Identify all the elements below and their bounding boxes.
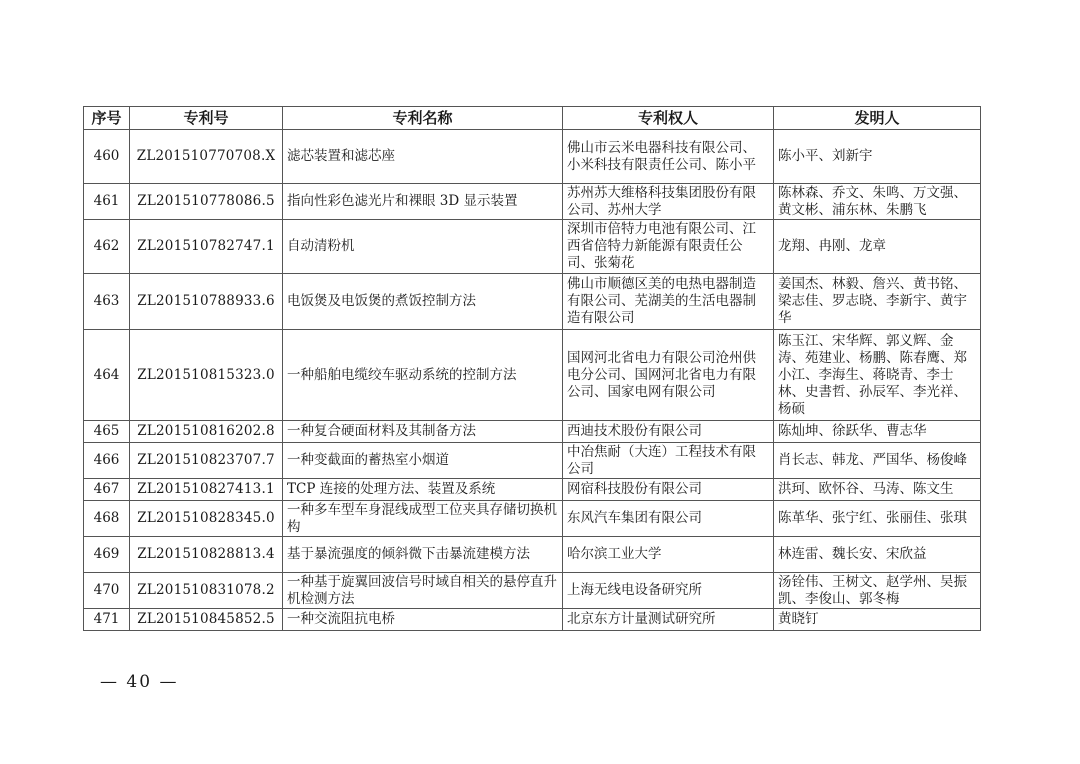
cell-patentee: 网宿科技股份有限公司 — [563, 479, 774, 501]
table-row — [84, 573, 981, 609]
cell-inventors: 陈玉江、宋华辉、郭义辉、金涛、苑建业、杨鹏、陈春鹰、郑小江、李海生、蒋晓青、李士林、史書哲、孙辰军、李光祥、杨硕 — [774, 330, 981, 421]
cell-patent-number: ZL201510788933.6 — [130, 274, 283, 330]
page-number: — 40 — — [100, 672, 179, 692]
cell-patent-name: 一种交流阻抗电桥 — [283, 609, 563, 631]
header-patent-number: 专利号 — [130, 107, 283, 130]
table-row — [84, 274, 981, 330]
cell-serial: 468 — [84, 501, 130, 537]
cell-patent-number: ZL201510845852.5 — [130, 609, 283, 631]
cell-patentee: 北京东方计量测试研究所 — [563, 609, 774, 631]
table-row — [84, 330, 981, 421]
cell-patentee: 深圳市倍特力电池有限公司、江西省倍特力新能源有限责任公司、张菊花 — [563, 220, 774, 274]
table-row — [84, 479, 981, 501]
header-serial: 序号 — [84, 107, 130, 130]
cell-patent-number: ZL201510782747.1 — [130, 220, 283, 274]
cell-patent-number: ZL201510831078.2 — [130, 573, 283, 609]
cell-patent-number: ZL201510828345.0 — [130, 501, 283, 537]
cell-inventors: 陈小平、刘新宇 — [774, 130, 981, 184]
cell-patent-name: 一种船舶电缆绞车驱动系统的控制方法 — [283, 330, 563, 421]
cell-patentee: 中冶焦耐（大连）工程技术有限公司 — [563, 443, 774, 479]
cell-patent-number: ZL201510828813.4 — [130, 537, 283, 573]
cell-serial: 464 — [84, 330, 130, 421]
cell-serial: 466 — [84, 443, 130, 479]
cell-inventors: 龙翔、冉刚、龙章 — [774, 220, 981, 274]
cell-serial: 469 — [84, 537, 130, 573]
cell-patent-name: 电饭煲及电饭煲的煮饭控制方法 — [283, 274, 563, 330]
cell-inventors: 汤铨伟、王树文、赵学州、吴振凯、李俊山、郭冬梅 — [774, 573, 981, 609]
cell-serial: 465 — [84, 421, 130, 443]
table-row — [84, 501, 981, 537]
cell-patentee: 哈尔滨工业大学 — [563, 537, 774, 573]
header-patent-name: 专利名称 — [283, 107, 563, 130]
cell-serial: 463 — [84, 274, 130, 330]
cell-inventors: 黄晓钉 — [774, 609, 981, 631]
cell-serial: 470 — [84, 573, 130, 609]
table-row — [84, 609, 981, 631]
table-body — [84, 130, 981, 631]
table-row — [84, 443, 981, 479]
cell-inventors: 陈革华、张宁红、张丽佳、张琪 — [774, 501, 981, 537]
cell-patentee: 苏州苏大维格科技集团股份有限公司、苏州大学 — [563, 184, 774, 220]
cell-inventors: 肖长志、韩龙、严国华、杨俊峰 — [774, 443, 981, 479]
table-row — [84, 130, 981, 184]
header-patentee: 专利权人 — [563, 107, 774, 130]
header-inventors: 发明人 — [774, 107, 981, 130]
cell-patent-name: 指向性彩色滤光片和裸眼 3D 显示装置 — [283, 184, 563, 220]
cell-patent-name: TCP 连接的处理方法、装置及系统 — [283, 479, 563, 501]
cell-patent-name: 自动清粉机 — [283, 220, 563, 274]
cell-inventors: 林连雷、魏长安、宋欣益 — [774, 537, 981, 573]
cell-patent-name: 一种多车型车身混线成型工位夹具存储切换机构 — [283, 501, 563, 537]
cell-patent-number: ZL201510778086.5 — [130, 184, 283, 220]
cell-serial: 471 — [84, 609, 130, 631]
cell-patent-number: ZL201510815323.0 — [130, 330, 283, 421]
cell-patentee: 东风汽车集团有限公司 — [563, 501, 774, 537]
cell-inventors: 陈林森、乔文、朱鸣、万文强、黄文彬、浦东林、朱鹏飞 — [774, 184, 981, 220]
cell-patent-name: 基于暴流强度的倾斜微下击暴流建模方法 — [283, 537, 563, 573]
cell-patent-number: ZL201510827413.1 — [130, 479, 283, 501]
cell-patentee: 佛山市云米电器科技有限公司、小米科技有限责任公司、陈小平 — [563, 130, 774, 184]
cell-serial: 460 — [84, 130, 130, 184]
cell-inventors: 陈灿坤、徐跃华、曹志华 — [774, 421, 981, 443]
cell-patent-name: 一种变截面的蓄热室小烟道 — [283, 443, 563, 479]
cell-patent-name: 滤芯装置和滤芯座 — [283, 130, 563, 184]
cell-patent-name: 一种基于旋翼回波信号时域自相关的悬停直升机检测方法 — [283, 573, 563, 609]
cell-serial: 461 — [84, 184, 130, 220]
cell-serial: 462 — [84, 220, 130, 274]
cell-patentee: 国网河北省电力有限公司沧州供电分公司、国网河北省电力有限公司、国家电网有限公司 — [563, 330, 774, 421]
cell-inventors: 姜国杰、林毅、詹兴、黄书铭、梁志佳、罗志晓、李新宇、黄宇华 — [774, 274, 981, 330]
cell-patent-name: 一种复合硬面材料及其制备方法 — [283, 421, 563, 443]
table-row — [84, 184, 981, 220]
cell-patentee: 西迪技术股份有限公司 — [563, 421, 774, 443]
cell-patent-number: ZL201510816202.8 — [130, 421, 283, 443]
table-header-row — [84, 107, 981, 130]
cell-serial: 467 — [84, 479, 130, 501]
patent-table — [83, 106, 981, 631]
cell-patent-number: ZL201510823707.7 — [130, 443, 283, 479]
table-row — [84, 537, 981, 573]
cell-patentee: 佛山市顺德区美的电热电器制造有限公司、芜湖美的生活电器制造有限公司 — [563, 274, 774, 330]
cell-patent-number: ZL201510770708.X — [130, 130, 283, 184]
cell-patentee: 上海无线电设备研究所 — [563, 573, 774, 609]
table-row — [84, 421, 981, 443]
cell-inventors: 洪珂、欧怀谷、马涛、陈文生 — [774, 479, 981, 501]
table-row — [84, 220, 981, 274]
